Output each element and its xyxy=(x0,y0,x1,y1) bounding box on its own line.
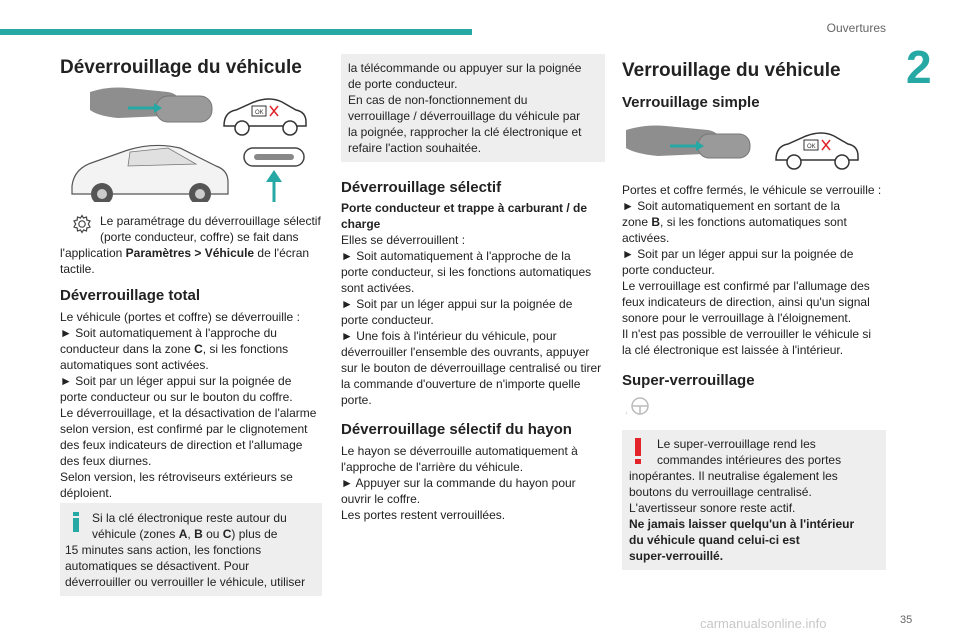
selective-line: Elles se déverrouillent : xyxy=(341,233,466,247)
page-number: 35 xyxy=(900,614,913,626)
simple-lock-line: Il n'est pas possible de verrouiller le véhicule si xyxy=(622,327,872,341)
car-lock-status-illustration xyxy=(224,99,306,135)
selective-line: porte conducteur. xyxy=(341,313,434,327)
box-line: En cas de non-fonctionnement du xyxy=(348,93,528,107)
warning-line2: commandes intérieures des portes xyxy=(657,453,842,467)
simple-lock-line: ► Soit par un léger appui sur la poignée de xyxy=(622,247,854,261)
total-line: ► Soit par un léger appui sur la poignée de xyxy=(60,374,292,388)
total-line: porte conducteur ou sur le bouton du coffre. xyxy=(60,390,293,404)
selective-line: sont activées. xyxy=(341,281,415,295)
tailgate-line: ► Appuyer sur la commande du hayon pour xyxy=(341,476,576,490)
watermark: carmanualsonline.info xyxy=(700,616,827,631)
chapter-number: 2 xyxy=(906,41,932,93)
tailgate-line: l'approche de l'arrière du véhicule. xyxy=(341,460,524,474)
info-line2: véhicule (zones A, B ou C) plus de xyxy=(92,527,278,541)
simple-lock-line: zone B, si les fonctions automatiques sont xyxy=(622,215,847,229)
lock-title: Verrouillage du véhicule xyxy=(622,60,841,81)
warning-line4: boutons du verrouillage centralisé. xyxy=(629,485,812,499)
super-lock-heading: Super-verrouillage xyxy=(622,372,755,389)
simple-lock-line: sonore pour le verrouillage à l'éloignement. xyxy=(622,311,852,325)
selective-line: sur le bouton de déverrouillage centralisé ou tirer xyxy=(341,361,602,375)
svg-text:↓: ↓ xyxy=(625,410,628,416)
total-line: Le déverrouillage, et la désactivation de l'alarme xyxy=(60,406,317,420)
warning-line1: Le super-verrouillage rend les xyxy=(657,437,816,451)
hand-on-handle-illustration xyxy=(626,126,750,159)
selective-setting-line4: tactile. xyxy=(60,262,95,276)
unlock-title: Déverrouillage du véhicule xyxy=(60,57,302,78)
warning-line5: L'avertisseur sonore reste actif. xyxy=(629,501,796,515)
header-accent-bar xyxy=(0,29,472,35)
car-lock-status-illustration xyxy=(776,133,858,169)
total-line: ► Soit automatiquement à l'approche du xyxy=(60,326,277,340)
total-line: des feux indicateurs de direction et l'allumage xyxy=(60,438,303,452)
selective-subheading: charge xyxy=(341,217,381,231)
total-line: Selon version, les rétroviseurs extérieurs se xyxy=(60,470,293,484)
info-icon xyxy=(73,512,79,532)
total-line: conducteur dans la zone C, si les fonctions xyxy=(60,342,289,356)
info-line1: Si la clé électronique reste autour du xyxy=(92,511,287,525)
tailgate-line: ouvrir le coffre. xyxy=(341,492,421,506)
selective-line: porte conducteur, si les fonctions automatiques xyxy=(341,265,592,279)
info-line4: automatiques se désactivent. Pour xyxy=(65,559,250,573)
simple-lock-illustration xyxy=(624,122,864,174)
selective-unlock-heading: Déverrouillage sélectif xyxy=(341,179,502,196)
selective-setting-line2: (porte conducteur, coffre) se fait dans xyxy=(100,230,299,244)
svg-text:OK: OK xyxy=(807,144,816,150)
info-line3: 15 minutes sans action, les fonctions xyxy=(65,543,262,557)
simple-lock-line: activées. xyxy=(622,231,670,245)
total-line: déploient. xyxy=(60,486,113,500)
selective-line: la commande d'ouverture de n'importe quelle xyxy=(341,377,581,391)
hand-on-handle-illustration xyxy=(90,88,212,123)
svg-text:OK: OK xyxy=(255,110,264,116)
selective-line: ► Une fois à l'intérieur du véhicule, pour xyxy=(341,329,557,343)
simple-lock-line: ► Soit automatiquement en sortant de la xyxy=(622,199,841,213)
gear-icon xyxy=(72,214,92,234)
selective-setting-line3: l'application Paramètres > Véhicule de l'écran xyxy=(60,246,310,260)
selective-setting-line1: Le paramétrage du déverrouillage sélectif xyxy=(100,214,321,228)
unlock-illustration xyxy=(68,82,316,202)
selective-line: porte. xyxy=(341,393,372,407)
warning-icon xyxy=(634,438,642,464)
steering-wheel-icon xyxy=(624,396,656,416)
box-line: la télécommande ou appuyer sur la poignée xyxy=(348,61,582,75)
simple-lock-line: Le verrouillage est confirmé par l'allumage des xyxy=(622,279,870,293)
tailgate-unlock-heading: Déverrouillage sélectif du hayon xyxy=(341,421,572,438)
warning-line6: Ne jamais laisser quelqu'un à l'intérieur xyxy=(629,517,855,531)
warning-line8: super-verrouillé. xyxy=(629,549,724,563)
selective-subheading: Porte conducteur et trappe à carburant / de xyxy=(341,201,588,215)
simple-lock-line: la clé électronique est laissée à l'intérieur. xyxy=(622,343,844,357)
box-line: la poignée, rapprocher la clé électronique et xyxy=(348,125,582,139)
total-line: Le véhicule (portes et coffre) se déverrouille : xyxy=(60,310,300,324)
box-line: verrouillage / déverrouillage du véhicule par xyxy=(348,109,581,123)
warning-line3: inopérantes. Il neutralise également les xyxy=(629,469,838,483)
selective-line: ► Soit par un léger appui sur la poignée de xyxy=(341,297,573,311)
box-line: de porte conducteur. xyxy=(348,77,458,91)
tailgate-line: Les portes restent verrouillées. xyxy=(341,508,506,522)
warning-line7: du véhicule quand celui-ci est xyxy=(629,533,800,547)
total-line: automatiques sont activées. xyxy=(60,358,209,372)
total-line: selon version, est confirmé par le clignotement xyxy=(60,422,308,436)
tailgate-button-illustration xyxy=(244,148,304,202)
selective-line: déverrouiller l'ensemble des ouvrants, appuyer xyxy=(341,345,590,359)
total-unlock-heading: Déverrouillage total xyxy=(60,287,201,304)
section-title: Ouvertures xyxy=(826,21,886,35)
car-rear-illustration xyxy=(72,145,228,202)
selective-line: ► Soit automatiquement à l'approche de la xyxy=(341,249,571,263)
box-line: refaire l'action souhaitée. xyxy=(348,141,482,155)
simple-lock-line: porte conducteur. xyxy=(622,263,715,277)
info-line5: déverrouiller ou verrouiller le véhicule, utiliser xyxy=(65,575,306,589)
simple-lock-line: Portes et coffre fermés, le véhicule se verrouille : xyxy=(622,183,882,197)
simple-lock-line: feux indicateurs de direction, ainsi qu'un signal xyxy=(622,295,870,309)
simple-lock-heading: Verrouillage simple xyxy=(622,94,760,111)
tailgate-line: Le hayon se déverrouille automatiquement à xyxy=(341,444,578,458)
total-line: des feux diurnes. xyxy=(60,454,152,468)
